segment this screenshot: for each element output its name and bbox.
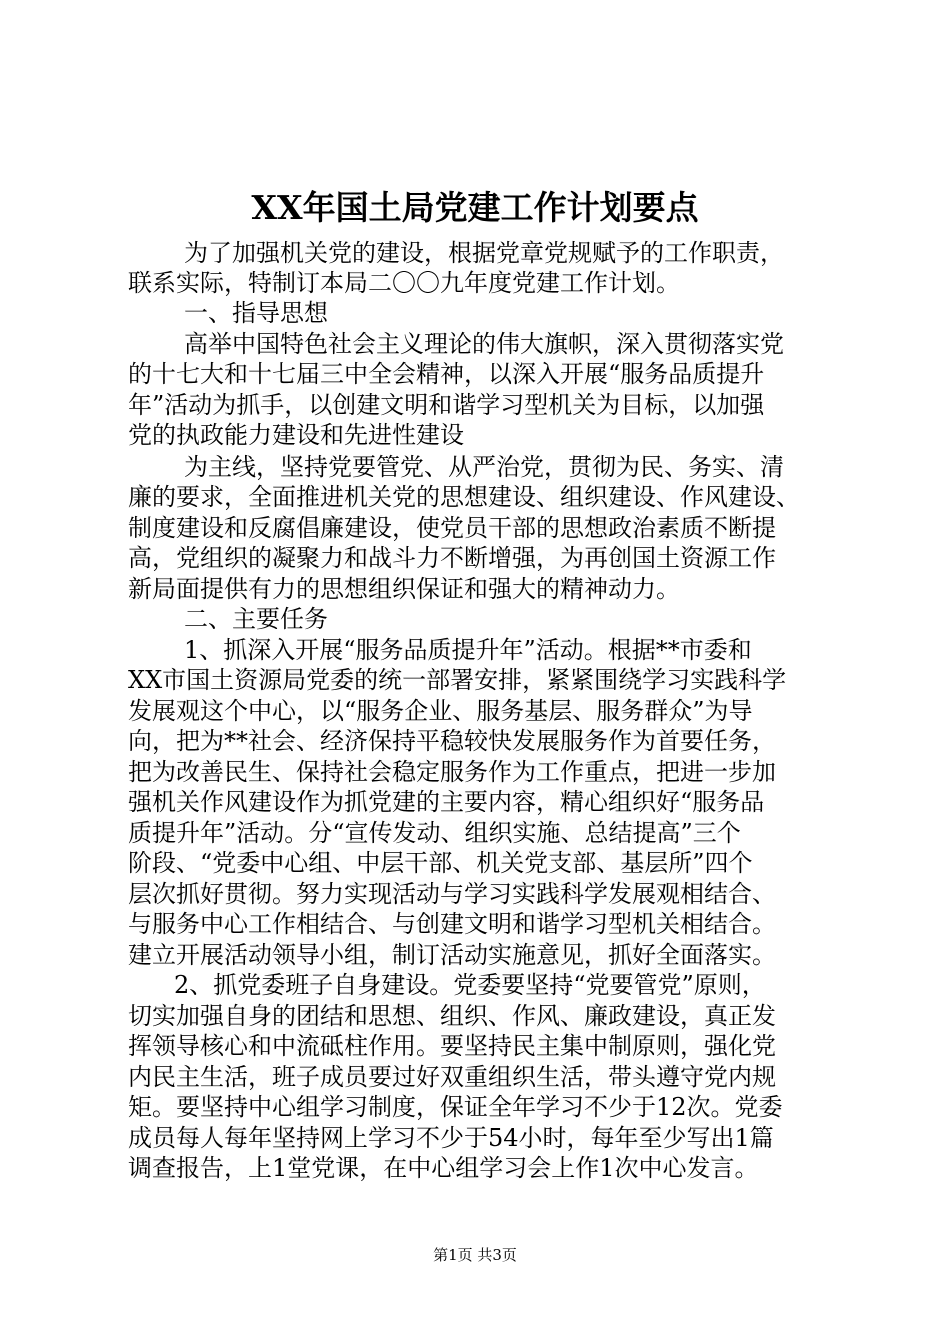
paragraph-line: 1、抓深入开展“服务品质提升年”活动。根据**市委和 [184,636,752,664]
paragraph-line: 党的执政能力建设和先进性建设 [128,421,464,449]
paragraph-line: 强机关作风建设作为抓党建的主要内容，精心组织好“服务品 [128,788,765,816]
paragraph-line: 高举中国特色社会主义理论的伟大旗帜，深入贯彻落实党 [184,330,784,358]
paragraph-line: 廉的要求，全面推进机关党的思想建设、组织建设、作风建设、 [128,483,800,511]
paragraph-line: 新局面提供有力的思想组织保证和强大的精神动力。 [128,575,680,603]
paragraph-line: 内民主生活，班子成员要过好双重组织生活，带头遵守党内规 [128,1063,776,1091]
paragraph-line: 发展观这个中心，以“服务企业、服务基层、服务群众”为导 [128,697,753,725]
section-heading: 一、指导思想 [184,299,328,327]
paragraph-line: 质提升年”活动。分“宣传发动、组织实施、总结提高”三个 [128,819,741,847]
paragraph-line: 建立开展活动领导小组，制订活动实施意见，抓好全面落实。 [128,941,776,969]
paragraph-line: 2、抓党委班子自身建设。党委要坚持“党要管党”原则， [174,971,766,999]
paragraph-line: 层次抓好贯彻。努力实现活动与学习实践科学发展观相结合、 [128,880,776,908]
paragraph-line: 年”活动为抓手，以创建文明和谐学习型机关为目标，以加强 [128,391,765,419]
paragraph-line: 成员每人每年坚持网上学习不少于54小时，每年至少写出1篇 [128,1124,774,1152]
paragraph-line: 矩。要坚持中心组学习制度，保证全年学习不少于12次。党委 [128,1093,783,1121]
paragraph-line: 与服务中心工作相结合、与创建文明和谐学习型机关相结合。 [128,910,776,938]
paragraph-line: 阶段、“党委中心组、中层干部、机关党支部、基层所”四个 [128,849,753,877]
paragraph-line: 切实加强自身的团结和思想、组织、作风、廉政建设，真正发 [128,1002,776,1030]
paragraph-line: 调查报告，上1堂党课，在中心组学习会上作1次中心发言。 [128,1154,759,1182]
paragraph-line: 把为改善民生、保持社会稳定服务作为工作重点，把进一步加 [128,758,776,786]
document-title: XX年国土局党建工作计划要点 [251,188,699,227]
paragraph-line: 为主线，坚持党要管党、从严治党，贯彻为民、务实、清 [184,453,784,481]
paragraph-line: 的十七大和十七届三中全会精神，以深入开展“服务品质提升 [128,360,765,388]
page-number: 第1页 共3页 [433,1246,517,1264]
paragraph-line: XX市国土资源局党委的统一部署安排，紧紧围绕学习实践科学 [128,666,787,694]
paragraph-line: 联系实际，特制订本局二〇〇九年度党建工作计划。 [128,269,680,297]
paragraph-line: 高，党组织的凝聚力和战斗力不断增强，为再创国土资源工作 [128,544,776,572]
paragraph-line: 为了加强机关党的建设，根据党章党规赋予的工作职责， [184,239,784,267]
section-heading: 二、主要任务 [184,605,328,633]
paragraph-line: 挥领导核心和中流砥柱作用。要坚持民主集中制原则，强化党 [128,1032,776,1060]
paragraph-line: 制度建设和反腐倡廉建设，使党员干部的思想政治素质不断提 [128,514,776,542]
paragraph-line: 向，把为**社会、经济保持平稳较快发展服务作为首要任务， [128,727,776,755]
